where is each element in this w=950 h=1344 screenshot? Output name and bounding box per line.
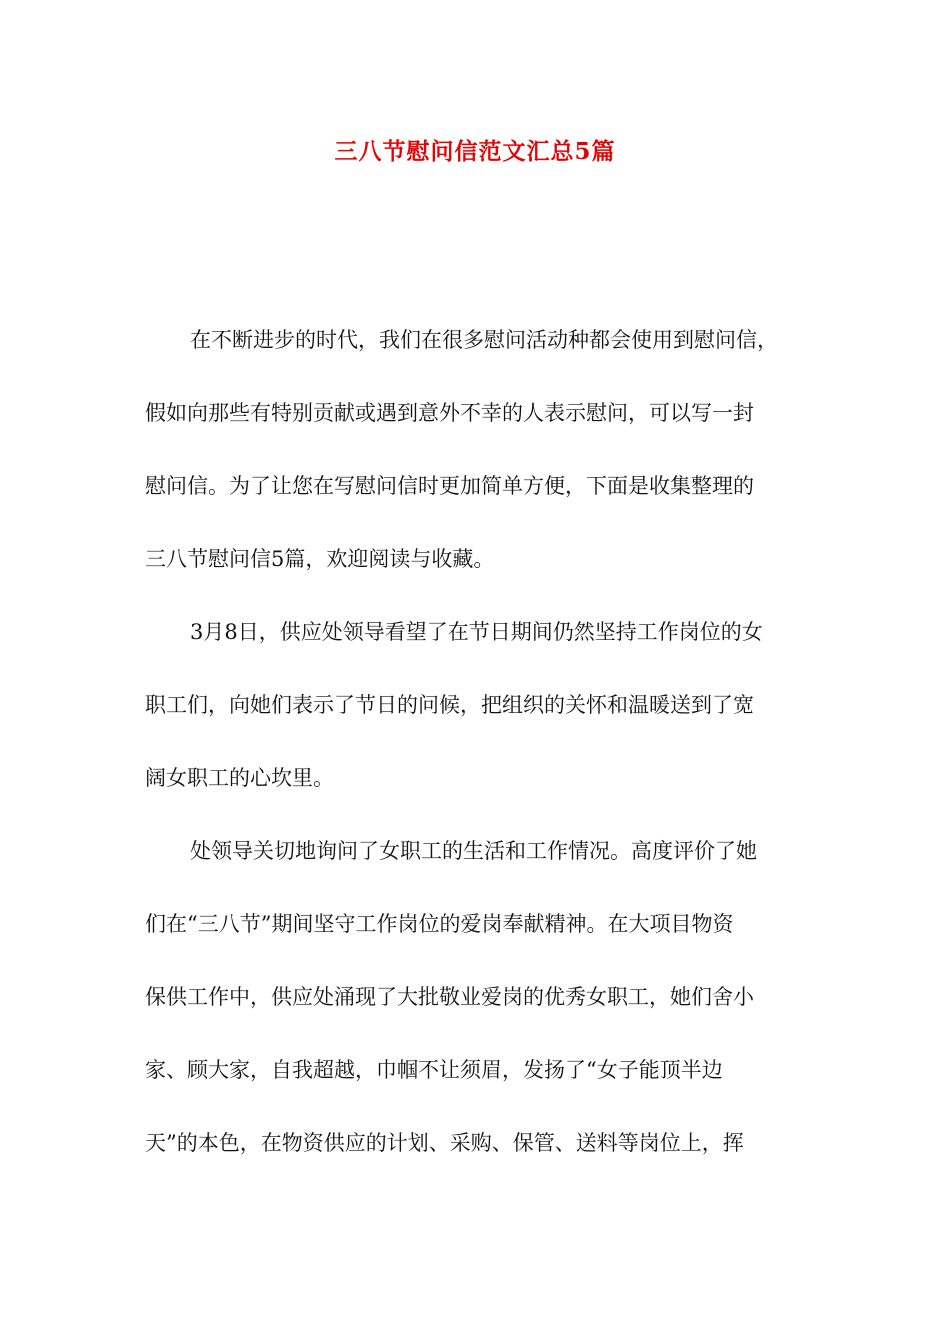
paragraph-line: 家、顾大家，自我超越，巾帼不让须眉，发扬了“女子能顶半边	[145, 1058, 723, 1082]
paragraph-line: 们在“三八节”期间坚守工作岗位的爱岗奉献精神。在大项目物资	[145, 912, 734, 936]
document-title: 三八节慰问信范文汇总5篇	[334, 138, 616, 165]
paragraph-praise	[145, 821, 805, 1186]
paragraph-line: 3月8日，供应处领导看望了在节日期间仍然坚持工作岗位的女	[190, 620, 763, 644]
paragraph-line: 慰问信。为了让您在写慰问信时更加简单方便，下面是收集整理的	[145, 474, 754, 498]
paragraph-line: 三八节慰问信5篇，欢迎阅读与收藏。	[145, 547, 495, 571]
paragraph-line: 假如向那些有特别贡献或遇到意外不幸的人表示慰问，可以写一封	[145, 401, 754, 425]
document-body	[145, 310, 805, 1186]
paragraph-line: 阔女职工的心坎里。	[145, 766, 334, 790]
paragraph-line: 处领导关切地询问了女职工的生活和工作情况。高度评价了她	[190, 839, 757, 863]
paragraph-line: 天”的本色，在物资供应的计划、采购、保管、送料等岗位上，挥	[145, 1131, 744, 1155]
paragraph-line: 职工们，向她们表示了节日的问候，把组织的关怀和温暖送到了宽	[145, 693, 754, 717]
paragraph-visit	[145, 602, 805, 821]
paragraph-line: 保供工作中，供应处涌现了大批敬业爱岗的优秀女职工，她们舍小	[145, 985, 754, 1009]
paragraph-intro	[145, 310, 805, 602]
paragraph-line: 在不断进步的时代，我们在很多慰问活动种都会使用到慰问信，	[190, 328, 778, 352]
